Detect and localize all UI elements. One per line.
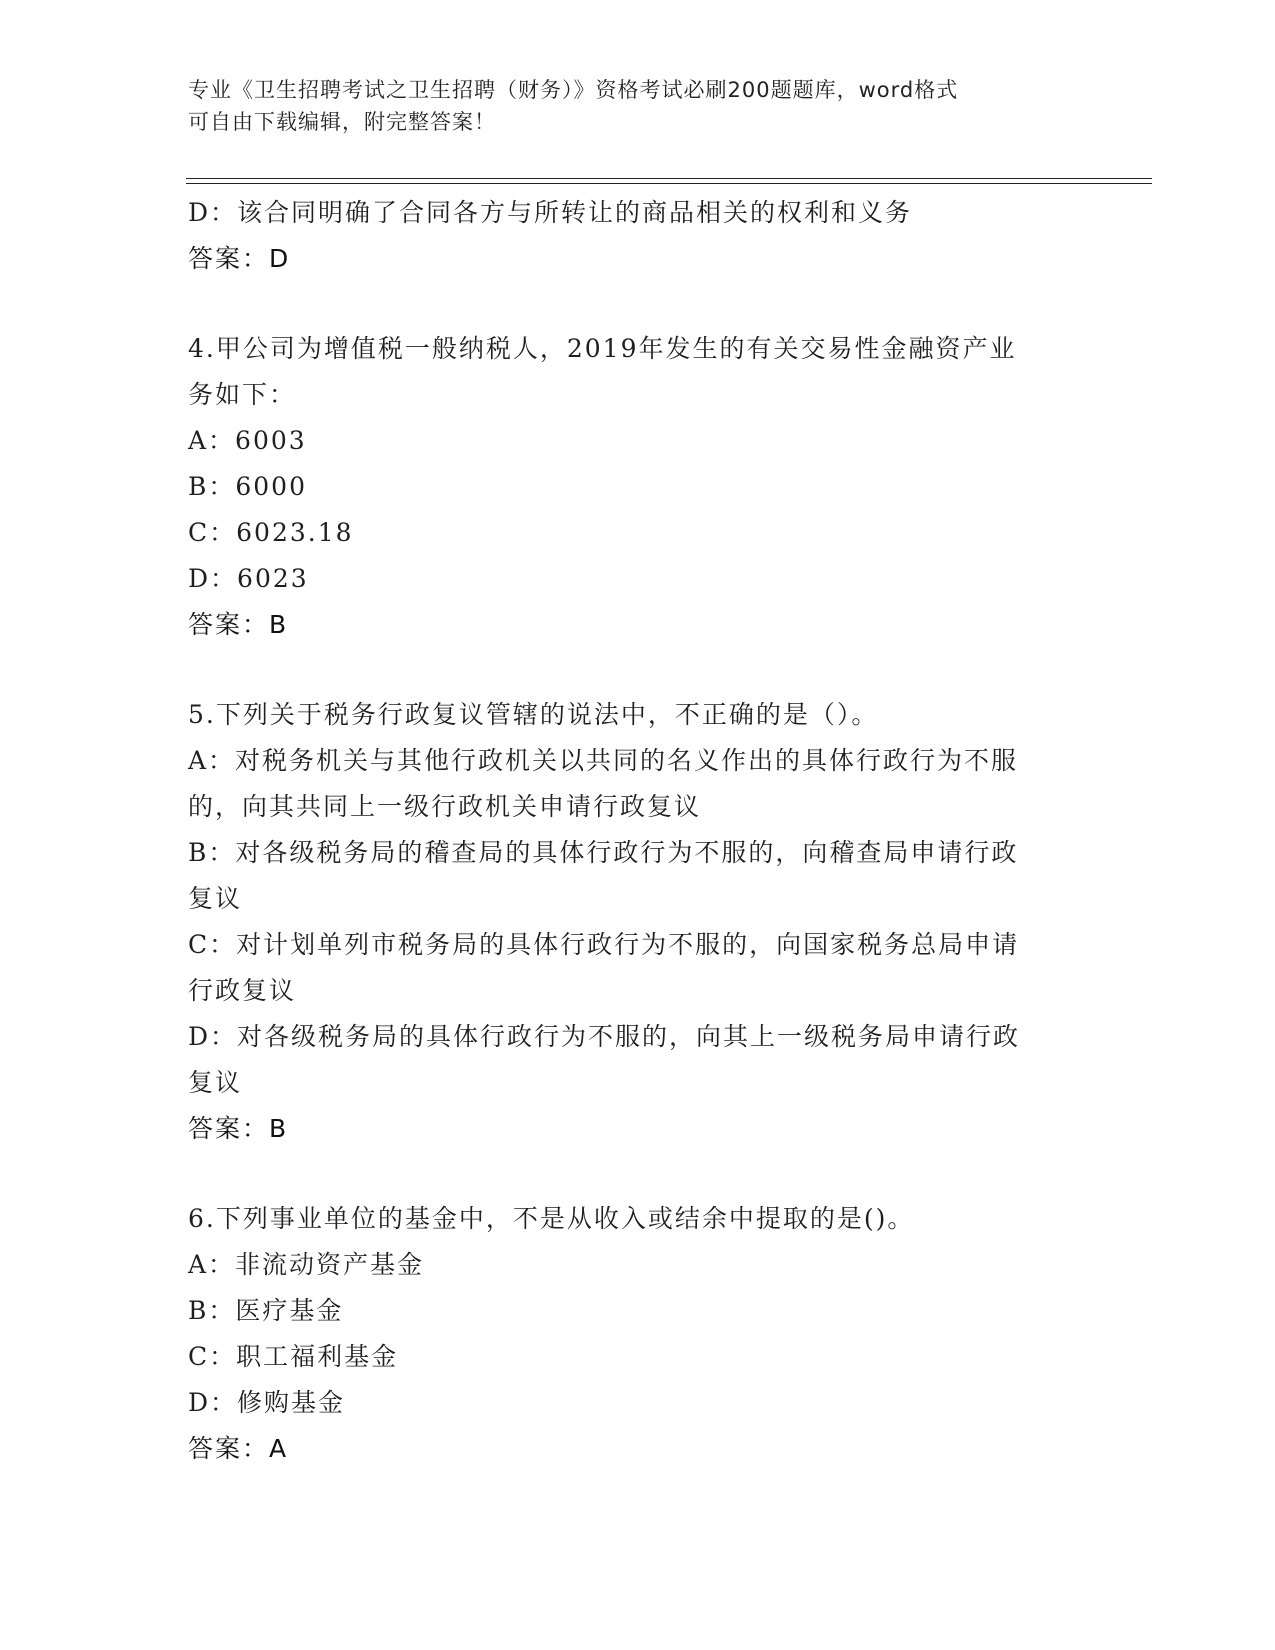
question-stem: 6.下列事业单位的基金中，不是从收入或结余中提取的是()。 xyxy=(188,1204,915,1233)
option-b: B：6000 xyxy=(188,472,307,501)
question-stem: 4.甲公司为增值税一般纳税人，2019年发生的有关交易性金融资产业 xyxy=(188,334,1017,363)
prev-option-d: D：该合同明确了合同各方与所转让的商品相关的权利和义务 xyxy=(188,198,913,227)
spacer xyxy=(188,648,1088,692)
option-a: A：对税务机关与其他行政机关以共同的名义作出的具体行政行为不服 xyxy=(188,746,1019,775)
option-c: C：职工福利基金 xyxy=(188,1342,399,1371)
option-a-cont: 的，向其共同上一级行政机关申请行政复议 xyxy=(188,792,702,821)
option-c: C：对计划单列市税务局的具体行政行为不服的，向国家税务总局申请 xyxy=(188,930,1020,959)
header-divider-bottom xyxy=(186,183,1152,184)
header-line-1: 专业《卫生招聘考试之卫生招聘（财务）》资格考试必刷200题题库，word格式 xyxy=(188,78,959,102)
option-a: A：6003 xyxy=(188,426,307,455)
document-body xyxy=(188,190,1088,1472)
spacer xyxy=(188,282,1088,326)
answer: 答案：B xyxy=(188,1114,289,1143)
option-d-cont: 复议 xyxy=(188,1068,243,1097)
answer: 答案：A xyxy=(188,1434,289,1463)
question-4 xyxy=(188,326,1088,648)
option-b: B：对各级税务局的稽查局的具体行政行为不服的，向稽查局申请行政 xyxy=(188,838,1019,867)
option-c-cont: 行政复议 xyxy=(188,976,297,1005)
answer: 答案：B xyxy=(188,610,289,639)
option-d: D：对各级税务局的具体行政行为不服的，向其上一级税务局申请行政 xyxy=(188,1022,1021,1051)
option-b: B：医疗基金 xyxy=(188,1296,344,1325)
question-6 xyxy=(188,1196,1088,1472)
option-a: A：非流动资产基金 xyxy=(188,1250,425,1279)
question-stem: 5.下列关于税务行政复议管辖的说法中，不正确的是（）。 xyxy=(188,700,879,729)
option-c: C：6023.18 xyxy=(188,518,354,547)
prev-answer: 答案：D xyxy=(188,244,291,273)
spacer xyxy=(188,1152,1088,1196)
document-header xyxy=(188,74,1068,138)
option-b-cont: 复议 xyxy=(188,884,243,913)
question-5 xyxy=(188,692,1088,1152)
question-stem-cont: 务如下： xyxy=(188,380,297,409)
header-line-2: 可自由下载编辑，附完整答案！ xyxy=(188,110,496,134)
header-divider-top xyxy=(186,178,1152,179)
option-d: D：6023 xyxy=(188,564,309,593)
option-d: D：修购基金 xyxy=(188,1388,346,1417)
